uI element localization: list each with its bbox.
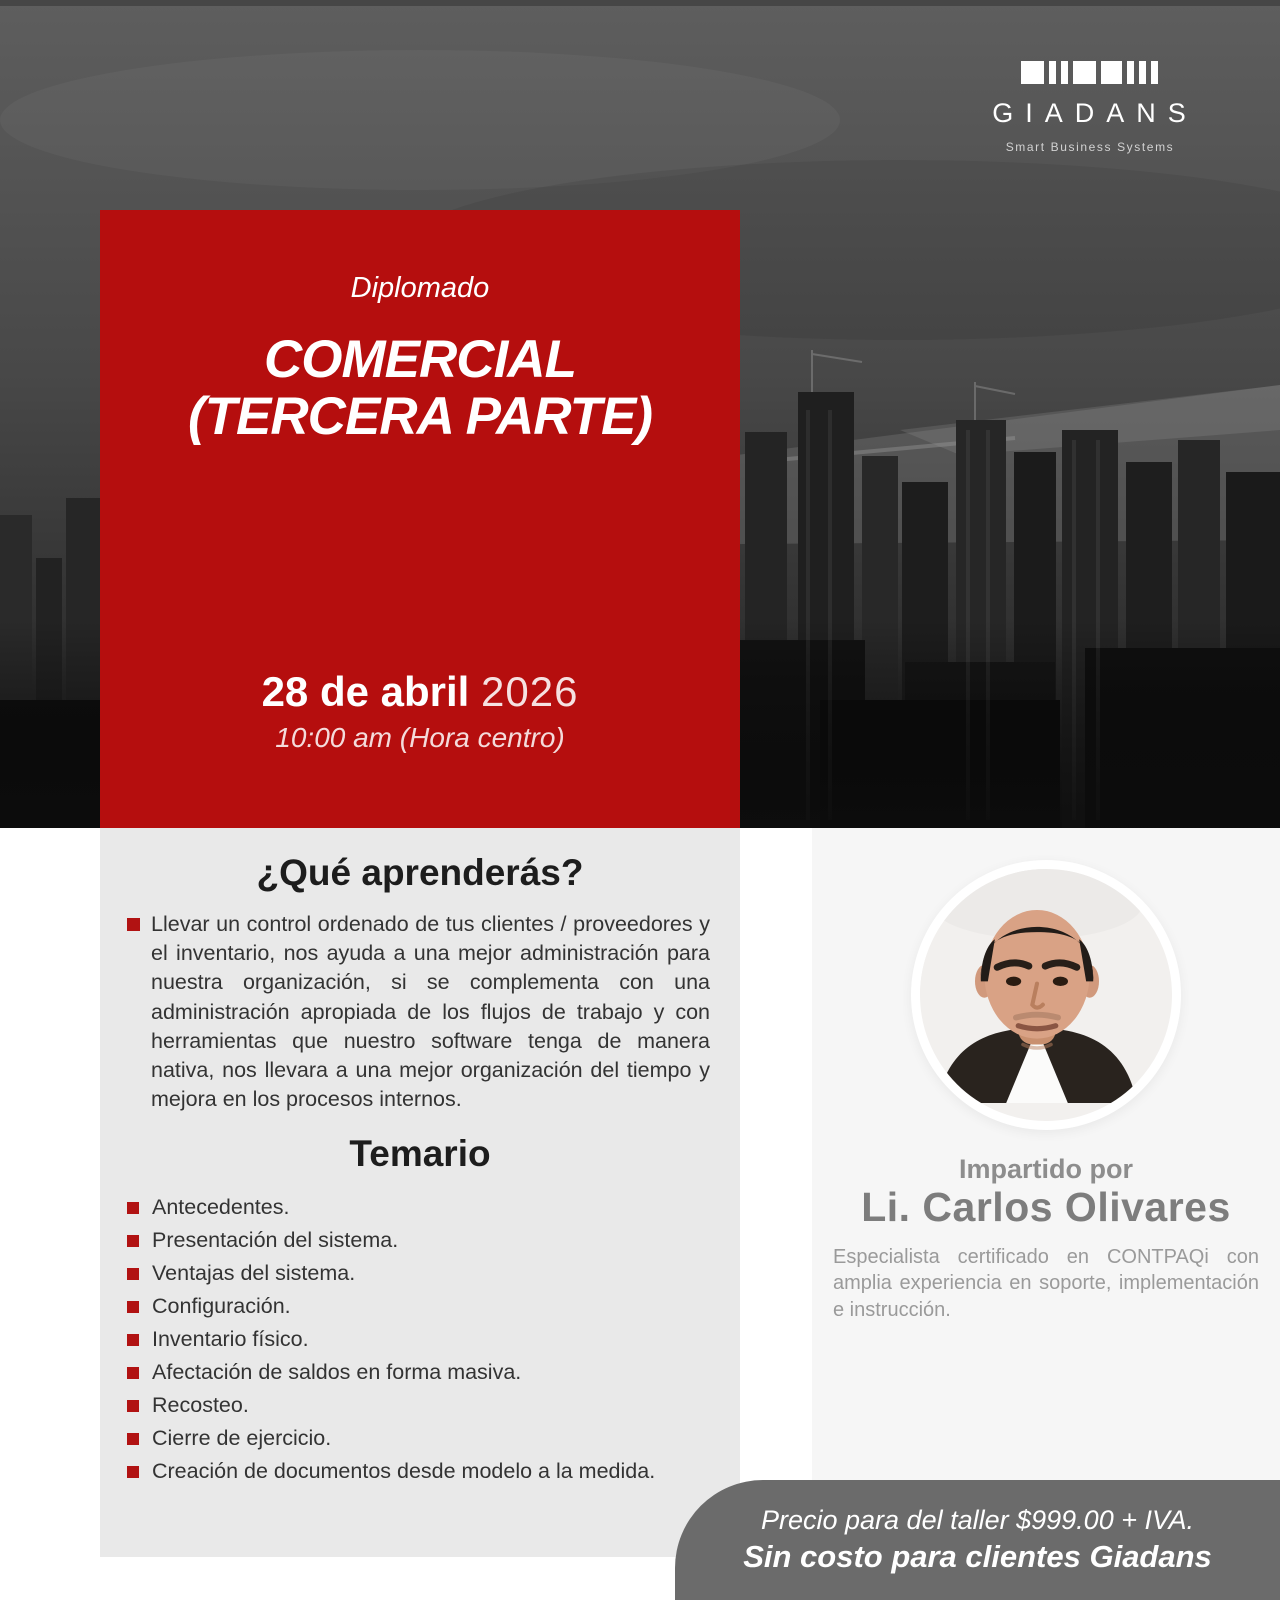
instructor-portrait-image bbox=[920, 869, 1154, 1103]
learn-heading: ¿Qué aprenderás? bbox=[256, 852, 584, 893]
bullet-square-icon bbox=[127, 1202, 139, 1214]
event-time: 10:00 am (Hora centro) bbox=[275, 722, 565, 753]
agenda-item bbox=[127, 1426, 710, 1451]
agenda-list bbox=[100, 1175, 740, 1484]
event-banner bbox=[100, 210, 740, 828]
bullet-square-icon bbox=[127, 1334, 139, 1346]
agenda-item bbox=[127, 1195, 710, 1220]
event-date-year: 2026 bbox=[481, 668, 579, 715]
agenda-item bbox=[127, 1393, 710, 1418]
agenda-item bbox=[127, 1459, 710, 1484]
bullet-square-icon bbox=[127, 918, 140, 931]
brand-name: GIADANS bbox=[992, 98, 1198, 128]
learn-item bbox=[100, 894, 740, 1115]
agenda-item bbox=[127, 1294, 710, 1319]
agenda-item-label: Recosteo. bbox=[152, 1392, 249, 1417]
barcode-icon bbox=[955, 60, 1223, 84]
instructor-label: Impartido por bbox=[959, 1154, 1133, 1184]
agenda-item bbox=[127, 1228, 710, 1253]
instructor-avatar bbox=[911, 860, 1181, 1130]
agenda-heading: Temario bbox=[349, 1132, 491, 1174]
bullet-square-icon bbox=[127, 1235, 139, 1247]
bullet-square-icon bbox=[127, 1466, 139, 1478]
pricing-line2: Sin costo para clientes Giadans bbox=[743, 1539, 1212, 1574]
pricing-banner bbox=[675, 1480, 1280, 1600]
agenda-item-label: Ventajas del sistema. bbox=[152, 1260, 356, 1285]
bullet-square-icon bbox=[127, 1268, 139, 1280]
agenda-item bbox=[127, 1327, 710, 1352]
event-title-line2: (TERCERA PARTE) bbox=[188, 387, 652, 447]
event-title-line1: COMERCIAL bbox=[264, 330, 576, 389]
bullet-square-icon bbox=[127, 1367, 139, 1379]
event-kicker: Diplomado bbox=[350, 272, 490, 304]
bullet-square-icon bbox=[127, 1301, 139, 1313]
pricing-line1: Precio para del taller $999.00 + IVA. bbox=[760, 1505, 1195, 1535]
event-date-day: 28 de abril bbox=[261, 668, 470, 715]
instructor-bio: Especialista certificado en CONTPAQi con amplia experiencia en soporte, implementación e instrucción. bbox=[833, 1246, 1259, 1321]
agenda-item-label: Antecedentes. bbox=[152, 1194, 290, 1219]
agenda-item bbox=[127, 1360, 710, 1385]
brand-logo bbox=[955, 60, 1223, 154]
bullet-square-icon bbox=[127, 1433, 139, 1445]
bullet-square-icon bbox=[127, 1400, 139, 1412]
agenda-item-label: Cierre de ejercicio. bbox=[152, 1425, 332, 1450]
agenda-item-label: Configuración. bbox=[152, 1293, 291, 1318]
agenda-item-label: Inventario físico. bbox=[152, 1326, 309, 1351]
event-date bbox=[100, 668, 740, 716]
agenda-item bbox=[127, 1261, 710, 1286]
event-title bbox=[100, 331, 740, 445]
instructor-name: Li. Carlos Olivares bbox=[861, 1184, 1231, 1230]
content-panel bbox=[100, 828, 740, 1557]
learn-paragraph: Llevar un control ordenado de tus clientes / proveedores y el inventario, nos ayuda a una mejor administración para nuestra organización, si se complementa con una administración apropiada de los flujos de trabajo y con herramientas que nuestro software tenga de manera nativa, nos llevara a una mejor organización del tiempo y mejora en los procesos internos. bbox=[151, 912, 710, 1112]
agenda-item-label: Creación de documentos desde modelo a la medida. bbox=[152, 1458, 656, 1483]
agenda-item-label: Presentación del sistema. bbox=[152, 1227, 399, 1252]
brand-tagline: Smart Business Systems bbox=[1005, 140, 1175, 154]
agenda-item-label: Afectación de saldos en forma masiva. bbox=[152, 1359, 522, 1384]
